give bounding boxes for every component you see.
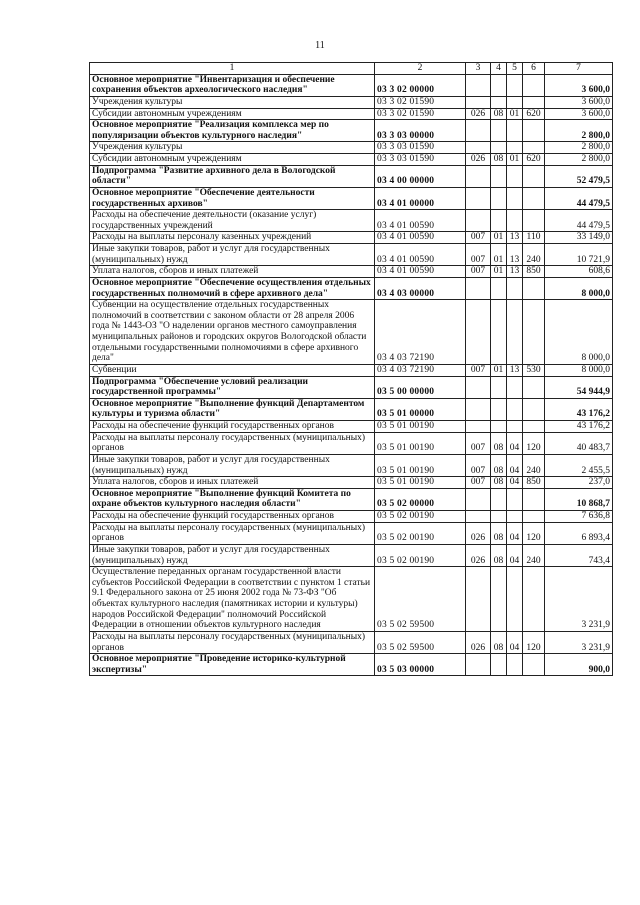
amount-cell: 900,0	[545, 654, 613, 676]
row-name-cell: Расходы на выплаты персоналу государственных (муниципальных) органов	[90, 522, 375, 544]
row-name-cell: Основное мероприятие "Обеспечение осуществления отдельных государственных полномочий в сфере архивного дела"	[90, 277, 375, 299]
section-code-cell	[491, 654, 507, 676]
target-code-cell: 03 4 00 00000	[375, 165, 466, 187]
department-code-cell	[466, 376, 491, 398]
section-code-cell: 01	[491, 266, 507, 278]
section-code-cell	[491, 96, 507, 108]
expense-type-cell: 530	[523, 364, 545, 376]
amount-cell: 40 483,7	[545, 432, 613, 454]
target-code-cell: 03 5 01 00190	[375, 477, 466, 489]
table-row	[90, 488, 613, 510]
amount-cell: 43 176,2	[545, 398, 613, 420]
subsection-code-cell	[507, 187, 523, 209]
amount-cell: 44 479,5	[545, 187, 613, 209]
expense-type-cell: 850	[523, 266, 545, 278]
header-cell: 6	[523, 63, 545, 75]
expense-type-cell	[523, 567, 545, 632]
target-code-cell: 03 5 02 00000	[375, 488, 466, 510]
expense-type-cell	[523, 187, 545, 209]
subsection-code-cell	[507, 511, 523, 523]
department-code-cell	[466, 210, 491, 232]
row-name-cell: Иные закупки товаров, работ и услуг для государственных (муниципальных) нужд	[90, 544, 375, 566]
department-code-cell: 026	[466, 544, 491, 566]
row-name-cell: Иные закупки товаров, работ и услуг для государственных (муниципальных) нужд	[90, 454, 375, 476]
amount-cell: 8 000,0	[545, 364, 613, 376]
section-code-cell	[491, 74, 507, 96]
department-code-cell	[466, 300, 491, 365]
header-cell: 1	[90, 63, 375, 75]
row-name-cell: Осуществление переданных органам государственной власти субъектов Российской Федерации в соответствии с пунктом 1 статьи 9.1 Федерального закона от 25 июня 2002 года № 73-ФЗ "Об объектах культурного наследия (памятниках истории и культуры) народов Российской Федерации" полномочий Российской Федерации в отношении объектов культурного наследия	[90, 567, 375, 632]
expense-type-cell	[523, 142, 545, 154]
section-code-cell: 08	[491, 432, 507, 454]
row-name-cell: Подпрограмма "Обеспечение условий реализации государственной программы"	[90, 376, 375, 398]
target-code-cell: 03 4 03 00000	[375, 277, 466, 299]
expense-type-cell	[523, 488, 545, 510]
row-name-cell: Субсидии автономным учреждениям	[90, 154, 375, 166]
target-code-cell: 03 5 01 00000	[375, 398, 466, 420]
row-name-cell: Основное мероприятие "Проведение историко-культурной экспертизы"	[90, 654, 375, 676]
section-code-cell	[491, 300, 507, 365]
expense-type-cell	[523, 376, 545, 398]
table-row	[90, 477, 613, 489]
subsection-code-cell: 13	[507, 364, 523, 376]
section-code-cell: 08	[491, 454, 507, 476]
subsection-code-cell: 04	[507, 477, 523, 489]
amount-cell: 8 000,0	[545, 277, 613, 299]
table-row	[90, 232, 613, 244]
row-name-cell: Субсидии автономным учреждениям	[90, 108, 375, 120]
department-code-cell: 007	[466, 477, 491, 489]
row-name-cell: Расходы на выплаты персоналу государственных (муниципальных) органов	[90, 631, 375, 653]
amount-cell: 2 800,0	[545, 120, 613, 142]
target-code-cell: 03 3 03 01590	[375, 142, 466, 154]
section-code-cell	[491, 511, 507, 523]
department-code-cell	[466, 120, 491, 142]
department-code-cell	[466, 96, 491, 108]
amount-cell: 6 893,4	[545, 522, 613, 544]
subsection-code-cell	[507, 398, 523, 420]
table-row	[90, 511, 613, 523]
department-code-cell: 007	[466, 364, 491, 376]
row-name-cell: Учреждения культуры	[90, 96, 375, 108]
target-code-cell: 03 5 01 00190	[375, 421, 466, 433]
section-code-cell	[491, 567, 507, 632]
table-row	[90, 631, 613, 653]
table-row	[90, 522, 613, 544]
table-row	[90, 376, 613, 398]
expense-type-cell: 620	[523, 154, 545, 166]
amount-cell: 3 231,9	[545, 631, 613, 653]
section-code-cell	[491, 120, 507, 142]
table-row	[90, 187, 613, 209]
amount-cell: 3 600,0	[545, 74, 613, 96]
budget-table	[89, 62, 613, 676]
table-row	[90, 244, 613, 266]
target-code-cell: 03 4 01 00590	[375, 210, 466, 232]
subsection-code-cell	[507, 210, 523, 232]
amount-cell: 2 800,0	[545, 154, 613, 166]
table-row	[90, 266, 613, 278]
subsection-code-cell: 01	[507, 108, 523, 120]
table-row	[90, 300, 613, 365]
header-cell: 3	[466, 63, 491, 75]
subsection-code-cell: 04	[507, 544, 523, 566]
target-code-cell: 03 5 02 59500	[375, 631, 466, 653]
target-code-cell: 03 4 01 00590	[375, 266, 466, 278]
section-code-cell	[491, 165, 507, 187]
subsection-code-cell	[507, 142, 523, 154]
amount-cell: 52 479,5	[545, 165, 613, 187]
amount-cell: 3 231,9	[545, 567, 613, 632]
row-name-cell: Субвенции	[90, 364, 375, 376]
table-row	[90, 120, 613, 142]
amount-cell: 7 636,8	[545, 511, 613, 523]
amount-cell: 608,6	[545, 266, 613, 278]
department-code-cell: 026	[466, 522, 491, 544]
department-code-cell	[466, 567, 491, 632]
department-code-cell: 026	[466, 108, 491, 120]
subsection-code-cell: 01	[507, 154, 523, 166]
header-row	[90, 63, 613, 75]
department-code-cell: 007	[466, 232, 491, 244]
row-name-cell: Расходы на обеспечение деятельности (оказание услуг) государственных учреждений	[90, 210, 375, 232]
amount-cell: 3 600,0	[545, 96, 613, 108]
row-name-cell: Подпрограмма "Развитие архивного дела в Вологодской области"	[90, 165, 375, 187]
target-code-cell: 03 5 01 00190	[375, 432, 466, 454]
amount-cell: 3 600,0	[545, 108, 613, 120]
subsection-code-cell	[507, 567, 523, 632]
section-code-cell: 01	[491, 364, 507, 376]
section-code-cell	[491, 277, 507, 299]
subsection-code-cell: 04	[507, 631, 523, 653]
section-code-cell: 08	[491, 477, 507, 489]
amount-cell: 2 800,0	[545, 142, 613, 154]
section-code-cell: 08	[491, 154, 507, 166]
subsection-code-cell	[507, 376, 523, 398]
expense-type-cell: 240	[523, 244, 545, 266]
department-code-cell	[466, 421, 491, 433]
target-code-cell: 03 3 02 01590	[375, 108, 466, 120]
row-name-cell: Основное мероприятие "Выполнение функций Комитета по охране объектов культурного наследия области"	[90, 488, 375, 510]
row-name-cell: Расходы на обеспечение функций государственных органов	[90, 511, 375, 523]
department-code-cell: 026	[466, 154, 491, 166]
subsection-code-cell: 04	[507, 522, 523, 544]
table-row	[90, 277, 613, 299]
section-code-cell: 08	[491, 544, 507, 566]
table-row	[90, 142, 613, 154]
expense-type-cell: 240	[523, 454, 545, 476]
subsection-code-cell: 13	[507, 232, 523, 244]
section-code-cell	[491, 142, 507, 154]
section-code-cell: 08	[491, 631, 507, 653]
section-code-cell	[491, 187, 507, 209]
section-code-cell: 01	[491, 244, 507, 266]
table-row	[90, 108, 613, 120]
section-code-cell: 08	[491, 108, 507, 120]
amount-cell: 43 176,2	[545, 421, 613, 433]
target-code-cell: 03 5 02 59500	[375, 567, 466, 632]
target-code-cell: 03 3 02 00000	[375, 74, 466, 96]
subsection-code-cell: 04	[507, 454, 523, 476]
department-code-cell	[466, 187, 491, 209]
target-code-cell: 03 4 01 00590	[375, 232, 466, 244]
row-name-cell: Расходы на выплаты персоналу государственных (муниципальных) органов	[90, 432, 375, 454]
table-row	[90, 154, 613, 166]
table-row	[90, 432, 613, 454]
target-code-cell: 03 5 02 00190	[375, 511, 466, 523]
table-row	[90, 544, 613, 566]
expense-type-cell: 110	[523, 232, 545, 244]
amount-cell: 44 479,5	[545, 210, 613, 232]
row-name-cell: Субвенции на осуществление отдельных государственных полномочий в соответствии с законом области от 28 апреля 2006 года № 1443-ОЗ "О наделении органов местного самоуправления муниципальных районов и городских округов Вологодской области отдельными государственными полномочиями в сфере архивного дела"	[90, 300, 375, 365]
row-name-cell: Основное мероприятие "Реализация комплекса мер по популяризации объектов культурного наследия"	[90, 120, 375, 142]
department-code-cell	[466, 165, 491, 187]
expense-type-cell: 620	[523, 108, 545, 120]
row-name-cell: Основное мероприятие "Обеспечение деятельности государственных архивов"	[90, 187, 375, 209]
table-row	[90, 421, 613, 433]
section-code-cell	[491, 398, 507, 420]
expense-type-cell	[523, 74, 545, 96]
target-code-cell: 03 5 00 00000	[375, 376, 466, 398]
row-name-cell: Расходы на обеспечение функций государственных органов	[90, 421, 375, 433]
department-code-cell	[466, 142, 491, 154]
subsection-code-cell	[507, 120, 523, 142]
subsection-code-cell	[507, 421, 523, 433]
row-name-cell: Основное мероприятие "Выполнение функций Департаментом культуры и туризма области"	[90, 398, 375, 420]
target-code-cell: 03 4 03 72190	[375, 300, 466, 365]
expense-type-cell	[523, 421, 545, 433]
amount-cell: 33 149,0	[545, 232, 613, 244]
expense-type-cell: 120	[523, 522, 545, 544]
subsection-code-cell	[507, 74, 523, 96]
department-code-cell	[466, 511, 491, 523]
department-code-cell: 007	[466, 454, 491, 476]
target-code-cell: 03 5 01 00190	[375, 454, 466, 476]
subsection-code-cell	[507, 488, 523, 510]
subsection-code-cell	[507, 300, 523, 365]
subsection-code-cell	[507, 96, 523, 108]
department-code-cell: 026	[466, 631, 491, 653]
subsection-code-cell: 13	[507, 266, 523, 278]
amount-cell: 2 455,5	[545, 454, 613, 476]
target-code-cell: 03 3 03 01590	[375, 154, 466, 166]
page-number: 11	[315, 40, 325, 51]
row-name-cell: Расходы на выплаты персоналу казенных учреждений	[90, 232, 375, 244]
expense-type-cell: 120	[523, 432, 545, 454]
expense-type-cell	[523, 654, 545, 676]
subsection-code-cell	[507, 165, 523, 187]
row-name-cell: Основное мероприятие "Инвентаризация и обеспечение сохранения объектов археологического наследия"	[90, 74, 375, 96]
row-name-cell: Уплата налогов, сборов и иных платежей	[90, 477, 375, 489]
target-code-cell: 03 3 03 00000	[375, 120, 466, 142]
department-code-cell	[466, 74, 491, 96]
target-code-cell: 03 4 01 00000	[375, 187, 466, 209]
target-code-cell: 03 5 02 00190	[375, 544, 466, 566]
expense-type-cell	[523, 165, 545, 187]
table-row	[90, 364, 613, 376]
expense-type-cell	[523, 96, 545, 108]
expense-type-cell: 240	[523, 544, 545, 566]
department-code-cell	[466, 654, 491, 676]
header-cell: 5	[507, 63, 523, 75]
subsection-code-cell	[507, 277, 523, 299]
expense-type-cell	[523, 511, 545, 523]
header-cell: 2	[375, 63, 466, 75]
table-row	[90, 398, 613, 420]
department-code-cell	[466, 277, 491, 299]
expense-type-cell	[523, 210, 545, 232]
section-code-cell: 01	[491, 232, 507, 244]
department-code-cell: 007	[466, 266, 491, 278]
row-name-cell: Учреждения культуры	[90, 142, 375, 154]
section-code-cell	[491, 376, 507, 398]
expense-type-cell	[523, 300, 545, 365]
department-code-cell	[466, 398, 491, 420]
department-code-cell	[466, 488, 491, 510]
table-row	[90, 567, 613, 632]
amount-cell: 8 000,0	[545, 300, 613, 365]
section-code-cell	[491, 488, 507, 510]
subsection-code-cell	[507, 654, 523, 676]
department-code-cell: 007	[466, 244, 491, 266]
row-name-cell: Иные закупки товаров, работ и услуг для государственных (муниципальных) нужд	[90, 244, 375, 266]
section-code-cell: 08	[491, 522, 507, 544]
amount-cell: 10 868,7	[545, 488, 613, 510]
table-row	[90, 654, 613, 676]
section-code-cell	[491, 421, 507, 433]
amount-cell: 237,0	[545, 477, 613, 489]
header-cell: 7	[545, 63, 613, 75]
target-code-cell: 03 4 03 72190	[375, 364, 466, 376]
row-name-cell: Уплата налогов, сборов и иных платежей	[90, 266, 375, 278]
expense-type-cell	[523, 277, 545, 299]
amount-cell: 10 721,9	[545, 244, 613, 266]
table-row	[90, 74, 613, 96]
expense-type-cell	[523, 398, 545, 420]
table-row	[90, 165, 613, 187]
target-code-cell: 03 5 02 00190	[375, 522, 466, 544]
header-cell: 4	[491, 63, 507, 75]
target-code-cell: 03 5 03 00000	[375, 654, 466, 676]
table-row	[90, 96, 613, 108]
target-code-cell: 03 3 02 01590	[375, 96, 466, 108]
section-code-cell	[491, 210, 507, 232]
amount-cell: 54 944,9	[545, 376, 613, 398]
amount-cell: 743,4	[545, 544, 613, 566]
table-row	[90, 210, 613, 232]
target-code-cell: 03 4 01 00590	[375, 244, 466, 266]
subsection-code-cell: 04	[507, 432, 523, 454]
subsection-code-cell: 13	[507, 244, 523, 266]
department-code-cell: 007	[466, 432, 491, 454]
expense-type-cell	[523, 120, 545, 142]
table-row	[90, 454, 613, 476]
expense-type-cell: 120	[523, 631, 545, 653]
expense-type-cell: 850	[523, 477, 545, 489]
